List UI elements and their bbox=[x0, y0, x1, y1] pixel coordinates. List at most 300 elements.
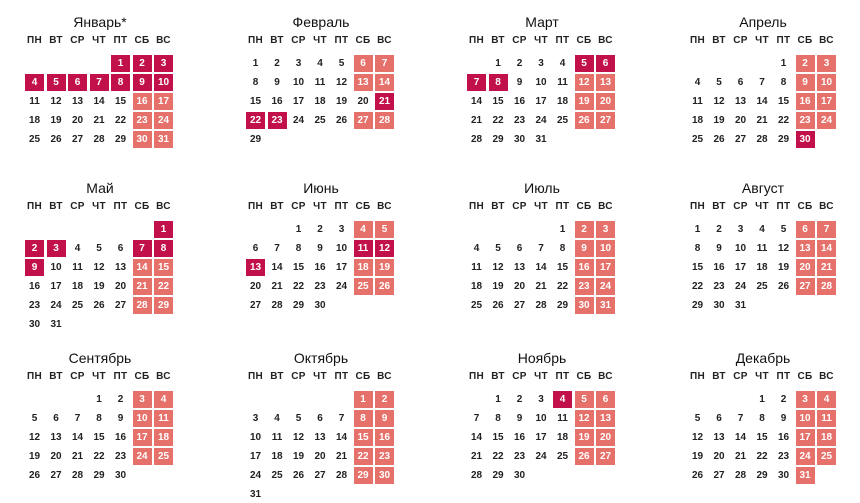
weekday-label: ПТ bbox=[334, 201, 349, 212]
day-cell: 5 bbox=[96, 243, 102, 254]
day-cell: 28 bbox=[470, 470, 483, 481]
weekday-label: СР bbox=[291, 201, 306, 212]
day-cell: 21 bbox=[335, 451, 348, 462]
day-cell: 27 bbox=[713, 470, 725, 481]
day-cell: 11 bbox=[756, 243, 768, 254]
weekend-day-cell: 4 bbox=[354, 221, 373, 238]
day-cell: 18 bbox=[691, 115, 704, 126]
day-cell: 26 bbox=[50, 134, 62, 145]
weekend-day-cell: 3 bbox=[817, 55, 836, 72]
weekday-label: ВС bbox=[598, 35, 613, 46]
holiday-day-cell: 21 bbox=[375, 93, 394, 110]
day-cell: 29 bbox=[556, 300, 569, 311]
weekday-label: СР bbox=[733, 371, 748, 382]
day-cell: 18 bbox=[271, 451, 283, 462]
day-cell: 15 bbox=[492, 432, 504, 443]
day-cell: 27 bbox=[513, 300, 526, 311]
weekday-label: ПН bbox=[247, 35, 263, 46]
day-cell: 3 bbox=[295, 58, 302, 69]
day-cell: 19 bbox=[335, 96, 348, 107]
weekend-day-cell: 31 bbox=[596, 297, 615, 314]
weekday-label: ЧТ bbox=[313, 201, 327, 212]
weekday-label: ВС bbox=[156, 201, 171, 212]
weekend-day-cell: 18 bbox=[817, 429, 836, 446]
day-cell: 25 bbox=[314, 115, 326, 126]
weekday-label: ЧТ bbox=[534, 35, 548, 46]
day-cell: 15 bbox=[556, 262, 569, 273]
day-cell: 31 bbox=[50, 319, 62, 330]
day-cell: 10 bbox=[535, 413, 547, 424]
day-cell: 27 bbox=[734, 134, 747, 145]
weekend-day-cell: 25 bbox=[817, 448, 836, 465]
weekend-day-cell: 22 bbox=[354, 448, 373, 465]
weekend-day-cell: 19 bbox=[575, 429, 594, 446]
day-cell: 17 bbox=[50, 281, 62, 292]
weekend-day-cell: 7 bbox=[375, 55, 394, 72]
weekend-day-cell: 17 bbox=[133, 429, 152, 446]
weekday-label: ПТ bbox=[113, 35, 128, 46]
day-cell: 20 bbox=[314, 451, 326, 462]
weekday-label: СР bbox=[733, 35, 748, 46]
day-cell: 8 bbox=[780, 77, 787, 88]
day-cell: 4 bbox=[473, 243, 480, 254]
weekend-day-cell: 23 bbox=[133, 112, 152, 129]
weekday-label: СБ bbox=[134, 371, 150, 382]
weekday-label: ПН bbox=[26, 371, 42, 382]
weekday-label: ВТ bbox=[49, 35, 63, 46]
weekend-day-cell: 19 bbox=[375, 259, 394, 276]
weekday-label: СР bbox=[733, 201, 748, 212]
day-cell: 25 bbox=[691, 134, 704, 145]
day-cell: 26 bbox=[691, 470, 704, 481]
day-cell: 3 bbox=[538, 394, 544, 405]
day-cell: 11 bbox=[557, 77, 568, 88]
weekday-label: ПТ bbox=[555, 201, 570, 212]
day-cell: 25 bbox=[271, 470, 283, 481]
weekday-label: ПТ bbox=[334, 35, 349, 46]
day-cell: 5 bbox=[694, 413, 701, 424]
day-cell: 21 bbox=[535, 281, 547, 292]
day-cell: 8 bbox=[295, 243, 302, 254]
holiday-day-cell: 9 bbox=[133, 74, 152, 91]
weekday-label: ВС bbox=[156, 35, 171, 46]
holiday-day-cell: 5 bbox=[47, 74, 66, 91]
day-cell: 9 bbox=[716, 243, 722, 254]
day-cell: 18 bbox=[556, 432, 569, 443]
weekend-day-cell: 6 bbox=[354, 55, 373, 72]
day-cell: 13 bbox=[713, 432, 725, 443]
holiday-day-cell: 6 bbox=[68, 74, 87, 91]
day-cell: 26 bbox=[28, 470, 41, 481]
weekend-day-cell: 14 bbox=[133, 259, 152, 276]
day-cell: 29 bbox=[93, 470, 105, 481]
day-cell: 20 bbox=[50, 451, 62, 462]
weekend-day-cell: 25 bbox=[354, 278, 373, 295]
day-cell: 2 bbox=[716, 224, 722, 235]
day-cell: 23 bbox=[513, 451, 526, 462]
weekend-day-cell: 2 bbox=[575, 221, 594, 238]
weekday-label: СР bbox=[291, 371, 306, 382]
weekend-day-cell: 29 bbox=[154, 297, 173, 314]
weekend-day-cell: 18 bbox=[154, 429, 173, 446]
weekend-day-cell: 13 bbox=[796, 240, 815, 257]
weekend-day-cell: 28 bbox=[133, 297, 152, 314]
weekday-label: ВС bbox=[377, 371, 392, 382]
holiday-day-cell: 9 bbox=[25, 259, 44, 276]
day-cell: 1 bbox=[780, 58, 787, 69]
day-cell: 2 bbox=[317, 224, 323, 235]
weekday-label: ЧТ bbox=[92, 201, 106, 212]
month-title: Октябрь bbox=[293, 350, 349, 366]
holiday-day-cell: 5 bbox=[575, 55, 594, 72]
weekend-day-cell: 16 bbox=[575, 259, 594, 276]
weekend-day-cell: 27 bbox=[796, 278, 815, 295]
day-cell: 19 bbox=[50, 115, 62, 126]
holiday-day-cell: 8 bbox=[489, 74, 508, 91]
month-title: Февраль bbox=[292, 14, 350, 30]
month-title: Ноябрь bbox=[517, 350, 567, 366]
weekend-day-cell: 5 bbox=[575, 391, 594, 408]
day-cell: 1 bbox=[295, 224, 302, 235]
month-title: Июль bbox=[524, 180, 560, 196]
month-title: Январь* bbox=[73, 14, 127, 30]
weekday-label: ПН bbox=[689, 35, 705, 46]
weekend-day-cell: 17 bbox=[596, 259, 615, 276]
weekday-label: СР bbox=[70, 35, 85, 46]
weekday-label: ЧТ bbox=[755, 371, 769, 382]
day-cell: 11 bbox=[72, 262, 83, 273]
weekday-label: ЧТ bbox=[755, 201, 769, 212]
day-cell: 7 bbox=[274, 243, 280, 254]
day-cell: 12 bbox=[777, 243, 790, 254]
weekend-day-cell: 24 bbox=[817, 112, 836, 129]
weekday-label: ЧТ bbox=[313, 35, 327, 46]
weekend-day-cell: 23 bbox=[575, 278, 594, 295]
weekday-label: ВТ bbox=[712, 201, 726, 212]
day-cell: 12 bbox=[292, 432, 305, 443]
weekend-day-cell: 7 bbox=[817, 221, 836, 238]
day-cell: 20 bbox=[734, 115, 747, 126]
holiday-day-cell: 7 bbox=[133, 240, 152, 257]
day-cell: 30 bbox=[513, 470, 526, 481]
day-cell: 14 bbox=[756, 96, 768, 107]
weekday-label: СБ bbox=[576, 201, 592, 212]
day-cell: 23 bbox=[28, 300, 41, 311]
weekend-day-cell: 3 bbox=[596, 221, 615, 238]
weekend-day-cell: 27 bbox=[596, 112, 615, 129]
day-cell: 23 bbox=[777, 451, 790, 462]
day-cell: 11 bbox=[557, 413, 568, 424]
day-cell: 28 bbox=[470, 134, 483, 145]
day-cell: 18 bbox=[71, 281, 84, 292]
day-cell: 1 bbox=[759, 394, 765, 405]
day-cell: 2 bbox=[117, 394, 124, 405]
weekday-label: ВС bbox=[598, 201, 613, 212]
day-cell: 3 bbox=[338, 224, 345, 235]
weekday-label: ВС bbox=[819, 371, 834, 382]
day-cell: 11 bbox=[471, 262, 482, 273]
day-cell: 12 bbox=[713, 96, 725, 107]
day-cell: 20 bbox=[114, 281, 127, 292]
weekend-day-cell: 2 bbox=[796, 55, 815, 72]
day-cell: 11 bbox=[271, 432, 283, 443]
day-cell: 20 bbox=[513, 281, 526, 292]
weekend-day-cell: 13 bbox=[354, 74, 373, 91]
day-cell: 14 bbox=[535, 262, 547, 273]
weekend-day-cell: 3 bbox=[133, 391, 152, 408]
weekday-label: ВС bbox=[377, 35, 392, 46]
holiday-day-cell: 30 bbox=[796, 131, 815, 148]
holiday-day-cell: 4 bbox=[25, 74, 44, 91]
day-cell: 24 bbox=[335, 281, 348, 292]
weekday-label: СБ bbox=[134, 35, 150, 46]
weekend-day-cell: 4 bbox=[154, 391, 173, 408]
weekend-day-cell: 12 bbox=[575, 74, 594, 91]
month-title: Сентябрь bbox=[68, 350, 132, 366]
holiday-day-cell: 1 bbox=[111, 55, 130, 72]
day-cell: 18 bbox=[314, 96, 326, 107]
weekday-label: ЧТ bbox=[534, 371, 548, 382]
holiday-day-cell: 3 bbox=[154, 55, 173, 72]
day-cell: 9 bbox=[516, 413, 523, 424]
day-cell: 7 bbox=[759, 77, 765, 88]
day-cell: 25 bbox=[470, 300, 483, 311]
weekday-label: ПН bbox=[247, 371, 263, 382]
weekday-label: ПТ bbox=[555, 35, 570, 46]
day-cell: 29 bbox=[691, 300, 704, 311]
weekday-label: СБ bbox=[797, 201, 813, 212]
day-cell: 22 bbox=[93, 451, 105, 462]
weekend-day-cell: 13 bbox=[596, 74, 615, 91]
day-cell: 22 bbox=[556, 281, 569, 292]
day-cell: 25 bbox=[556, 451, 569, 462]
day-cell: 13 bbox=[50, 432, 62, 443]
day-cell: 30 bbox=[114, 470, 127, 481]
weekday-label: ПН bbox=[26, 35, 42, 46]
day-cell: 14 bbox=[470, 432, 483, 443]
weekend-day-cell: 23 bbox=[375, 448, 394, 465]
day-cell: 5 bbox=[338, 58, 345, 69]
day-cell: 7 bbox=[538, 243, 544, 254]
day-cell: 30 bbox=[777, 470, 790, 481]
holiday-day-cell: 7 bbox=[467, 74, 486, 91]
month-title: Август bbox=[741, 180, 785, 196]
day-cell: 18 bbox=[28, 115, 41, 126]
holiday-day-cell: 10 bbox=[154, 74, 173, 91]
day-cell: 6 bbox=[53, 413, 59, 424]
weekend-day-cell: 21 bbox=[133, 278, 152, 295]
day-cell: 24 bbox=[734, 281, 747, 292]
weekday-label: СР bbox=[70, 201, 85, 212]
holiday-day-cell: 6 bbox=[596, 55, 615, 72]
day-cell: 8 bbox=[495, 413, 501, 424]
day-cell: 14 bbox=[734, 432, 747, 443]
day-cell: 15 bbox=[93, 432, 105, 443]
day-cell: 26 bbox=[713, 134, 725, 145]
weekend-day-cell: 20 bbox=[596, 429, 615, 446]
day-cell: 10 bbox=[734, 243, 747, 254]
day-cell: 10 bbox=[50, 262, 62, 273]
weekend-day-cell: 12 bbox=[575, 410, 594, 427]
day-cell: 12 bbox=[492, 262, 504, 273]
day-cell: 27 bbox=[50, 470, 62, 481]
day-cell: 6 bbox=[516, 243, 523, 254]
day-cell: 23 bbox=[314, 281, 326, 292]
weekend-day-cell: 10 bbox=[133, 410, 152, 427]
day-cell: 7 bbox=[74, 413, 81, 424]
weekend-day-cell: 16 bbox=[375, 429, 394, 446]
day-cell: 16 bbox=[314, 262, 326, 273]
weekend-day-cell: 27 bbox=[354, 112, 373, 129]
day-cell: 22 bbox=[777, 115, 790, 126]
day-cell: 15 bbox=[691, 262, 704, 273]
weekend-day-cell: 31 bbox=[796, 467, 815, 484]
weekend-day-cell: 30 bbox=[375, 467, 394, 484]
day-cell: 13 bbox=[513, 262, 526, 273]
day-cell: 4 bbox=[317, 58, 323, 69]
day-cell: 17 bbox=[335, 262, 348, 273]
day-cell: 26 bbox=[335, 115, 348, 126]
weekday-label: ВС bbox=[598, 371, 613, 382]
day-cell: 27 bbox=[114, 300, 127, 311]
holiday-day-cell: 2 bbox=[133, 55, 152, 72]
day-cell: 28 bbox=[734, 470, 747, 481]
holiday-day-cell: 3 bbox=[47, 240, 66, 257]
weekday-label: ВС bbox=[377, 201, 392, 212]
month-title: Июнь bbox=[303, 180, 339, 196]
weekend-day-cell: 24 bbox=[796, 448, 815, 465]
day-cell: 12 bbox=[93, 262, 105, 273]
holiday-day-cell: 12 bbox=[375, 240, 394, 257]
day-cell: 26 bbox=[93, 300, 105, 311]
weekend-day-cell: 28 bbox=[817, 278, 836, 295]
day-cell: 1 bbox=[252, 58, 259, 69]
day-cell: 10 bbox=[335, 243, 348, 254]
day-cell: 8 bbox=[96, 413, 102, 424]
day-cell: 21 bbox=[470, 115, 483, 126]
day-cell: 28 bbox=[271, 300, 283, 311]
day-cell: 2 bbox=[274, 58, 280, 69]
weekend-day-cell: 16 bbox=[133, 93, 152, 110]
day-cell: 12 bbox=[691, 432, 704, 443]
weekend-day-cell: 25 bbox=[154, 448, 173, 465]
weekday-label: ВТ bbox=[491, 371, 505, 382]
weekday-label: ВТ bbox=[270, 371, 284, 382]
day-cell: 20 bbox=[71, 115, 84, 126]
day-cell: 5 bbox=[31, 413, 38, 424]
day-cell: 24 bbox=[50, 300, 62, 311]
day-cell: 7 bbox=[737, 413, 744, 424]
weekend-day-cell: 16 bbox=[796, 93, 815, 110]
day-cell: 13 bbox=[314, 432, 326, 443]
day-cell: 16 bbox=[713, 262, 725, 273]
weekday-label: ЧТ bbox=[313, 371, 327, 382]
day-cell: 22 bbox=[691, 281, 704, 292]
day-cell: 23 bbox=[713, 281, 725, 292]
day-cell: 1 bbox=[694, 224, 701, 235]
day-cell: 24 bbox=[292, 115, 305, 126]
weekday-label: ПН bbox=[689, 371, 705, 382]
day-cell: 29 bbox=[249, 134, 262, 145]
day-cell: 28 bbox=[335, 470, 348, 481]
weekend-day-cell: 9 bbox=[375, 410, 394, 427]
day-cell: 18 bbox=[756, 262, 768, 273]
day-cell: 25 bbox=[71, 300, 84, 311]
day-cell: 19 bbox=[492, 281, 504, 292]
weekend-day-cell: 3 bbox=[796, 391, 815, 408]
weekend-day-cell: 24 bbox=[596, 278, 615, 295]
weekend-day-cell: 26 bbox=[575, 112, 594, 129]
day-cell: 14 bbox=[271, 262, 283, 273]
weekend-day-cell: 8 bbox=[354, 410, 373, 427]
day-cell: 14 bbox=[470, 96, 483, 107]
day-cell: 30 bbox=[314, 300, 326, 311]
holiday-day-cell: 23 bbox=[268, 112, 287, 129]
weekday-label: ЧТ bbox=[92, 371, 106, 382]
weekend-day-cell: 5 bbox=[375, 221, 394, 238]
weekend-day-cell: 17 bbox=[154, 93, 173, 110]
weekend-day-cell: 26 bbox=[375, 278, 394, 295]
weekend-day-cell: 10 bbox=[817, 74, 836, 91]
weekend-day-cell: 6 bbox=[796, 221, 815, 238]
weekend-day-cell: 29 bbox=[354, 467, 373, 484]
day-cell: 1 bbox=[559, 224, 566, 235]
weekday-label: СБ bbox=[797, 371, 813, 382]
day-cell: 22 bbox=[756, 451, 768, 462]
day-cell: 10 bbox=[535, 77, 547, 88]
weekend-day-cell: 23 bbox=[796, 112, 815, 129]
day-cell: 22 bbox=[492, 115, 504, 126]
day-cell: 3 bbox=[538, 58, 544, 69]
day-cell: 9 bbox=[317, 243, 323, 254]
weekend-day-cell: 1 bbox=[354, 391, 373, 408]
day-cell: 12 bbox=[50, 96, 62, 107]
day-cell: 19 bbox=[777, 262, 790, 273]
weekday-label: ЧТ bbox=[92, 35, 106, 46]
day-cell: 27 bbox=[71, 134, 84, 145]
weekday-label: ЧТ bbox=[534, 201, 548, 212]
weekend-day-cell: 31 bbox=[154, 131, 173, 148]
weekday-label: СР bbox=[512, 201, 527, 212]
month-title: Май bbox=[86, 180, 114, 196]
day-cell: 11 bbox=[314, 77, 326, 88]
weekday-label: СБ bbox=[797, 35, 813, 46]
holiday-day-cell: 7 bbox=[90, 74, 109, 91]
day-cell: 23 bbox=[114, 451, 127, 462]
day-cell: 25 bbox=[28, 134, 41, 145]
weekend-day-cell: 6 bbox=[596, 391, 615, 408]
day-cell: 29 bbox=[114, 134, 127, 145]
day-cell: 1 bbox=[96, 394, 102, 405]
day-cell: 6 bbox=[737, 77, 744, 88]
day-cell: 13 bbox=[71, 96, 84, 107]
day-cell: 23 bbox=[513, 115, 526, 126]
day-cell: 15 bbox=[756, 432, 768, 443]
day-cell: 8 bbox=[559, 243, 566, 254]
month-title: Апрель bbox=[739, 14, 787, 30]
day-cell: 29 bbox=[492, 470, 504, 481]
weekend-day-cell: 13 bbox=[596, 410, 615, 427]
day-cell: 26 bbox=[777, 281, 790, 292]
day-cell: 2 bbox=[516, 58, 523, 69]
day-cell: 16 bbox=[271, 96, 283, 107]
day-cell: 16 bbox=[513, 432, 526, 443]
weekend-day-cell: 14 bbox=[817, 240, 836, 257]
day-cell: 29 bbox=[756, 470, 768, 481]
weekday-label: ВС bbox=[819, 201, 834, 212]
day-cell: 17 bbox=[535, 432, 547, 443]
day-cell: 17 bbox=[535, 96, 547, 107]
